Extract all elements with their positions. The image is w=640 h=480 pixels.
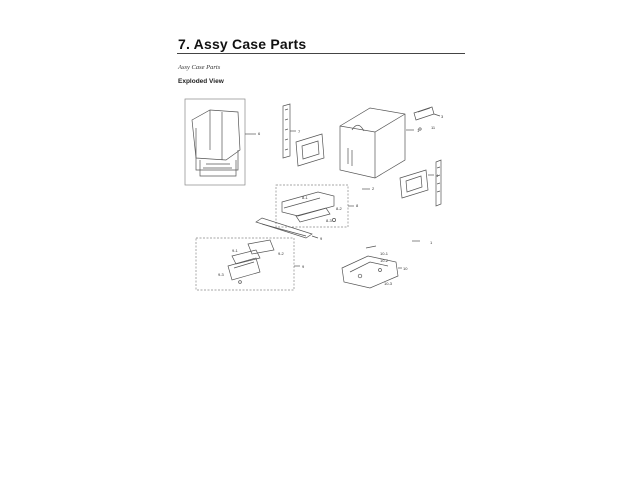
callout-left-group: 9 — [302, 264, 305, 269]
exploded-view-heading: Exploded View — [178, 78, 224, 85]
callout-right-c: 10-3 — [384, 281, 393, 286]
callout-center-c: 8-3 — [326, 218, 332, 223]
callout-left-c: 9-3 — [218, 272, 224, 277]
right-panel-drawing — [400, 170, 428, 198]
callout-right-panel: 4 — [436, 173, 439, 178]
callout-floor: 1 — [430, 240, 433, 245]
page-title: 7. Assy Case Parts — [178, 36, 307, 52]
callout-cabinet-small: 2 — [372, 186, 375, 191]
right-rail-drawing — [436, 160, 441, 206]
small-panel-drawing — [296, 134, 324, 166]
callout-right-a: 10-1 — [380, 251, 389, 256]
callout-center-group: 8 — [356, 203, 359, 208]
callout-left-a: 9-1 — [232, 248, 238, 253]
callout-right-b: 10-2 — [380, 258, 389, 263]
left-group-frame — [196, 238, 294, 290]
callout-center-b: 8-2 — [336, 206, 342, 211]
callout-left-b: 9-2 — [278, 251, 284, 256]
section-subtitle: Assy Case Parts — [178, 64, 221, 71]
left-group-drawing — [228, 240, 274, 283]
callout-main-assembly: 6 — [258, 131, 261, 136]
callout-cabinet: 1 — [417, 128, 420, 133]
callout-top-bracket: 3 — [441, 114, 444, 119]
callout-top-bracket-sub: 11 — [431, 125, 436, 130]
cabinet-drawing — [340, 108, 405, 178]
top-bracket-drawing — [414, 107, 434, 120]
callout-long-strip: 9 — [320, 236, 323, 241]
callout-side-panel: 7 — [298, 129, 301, 134]
callout-center-a: 8-1 — [302, 195, 308, 200]
main-assembly-drawing — [192, 110, 240, 176]
callout-right-group: 10 — [403, 266, 408, 271]
side-panel-drawing — [283, 104, 290, 158]
